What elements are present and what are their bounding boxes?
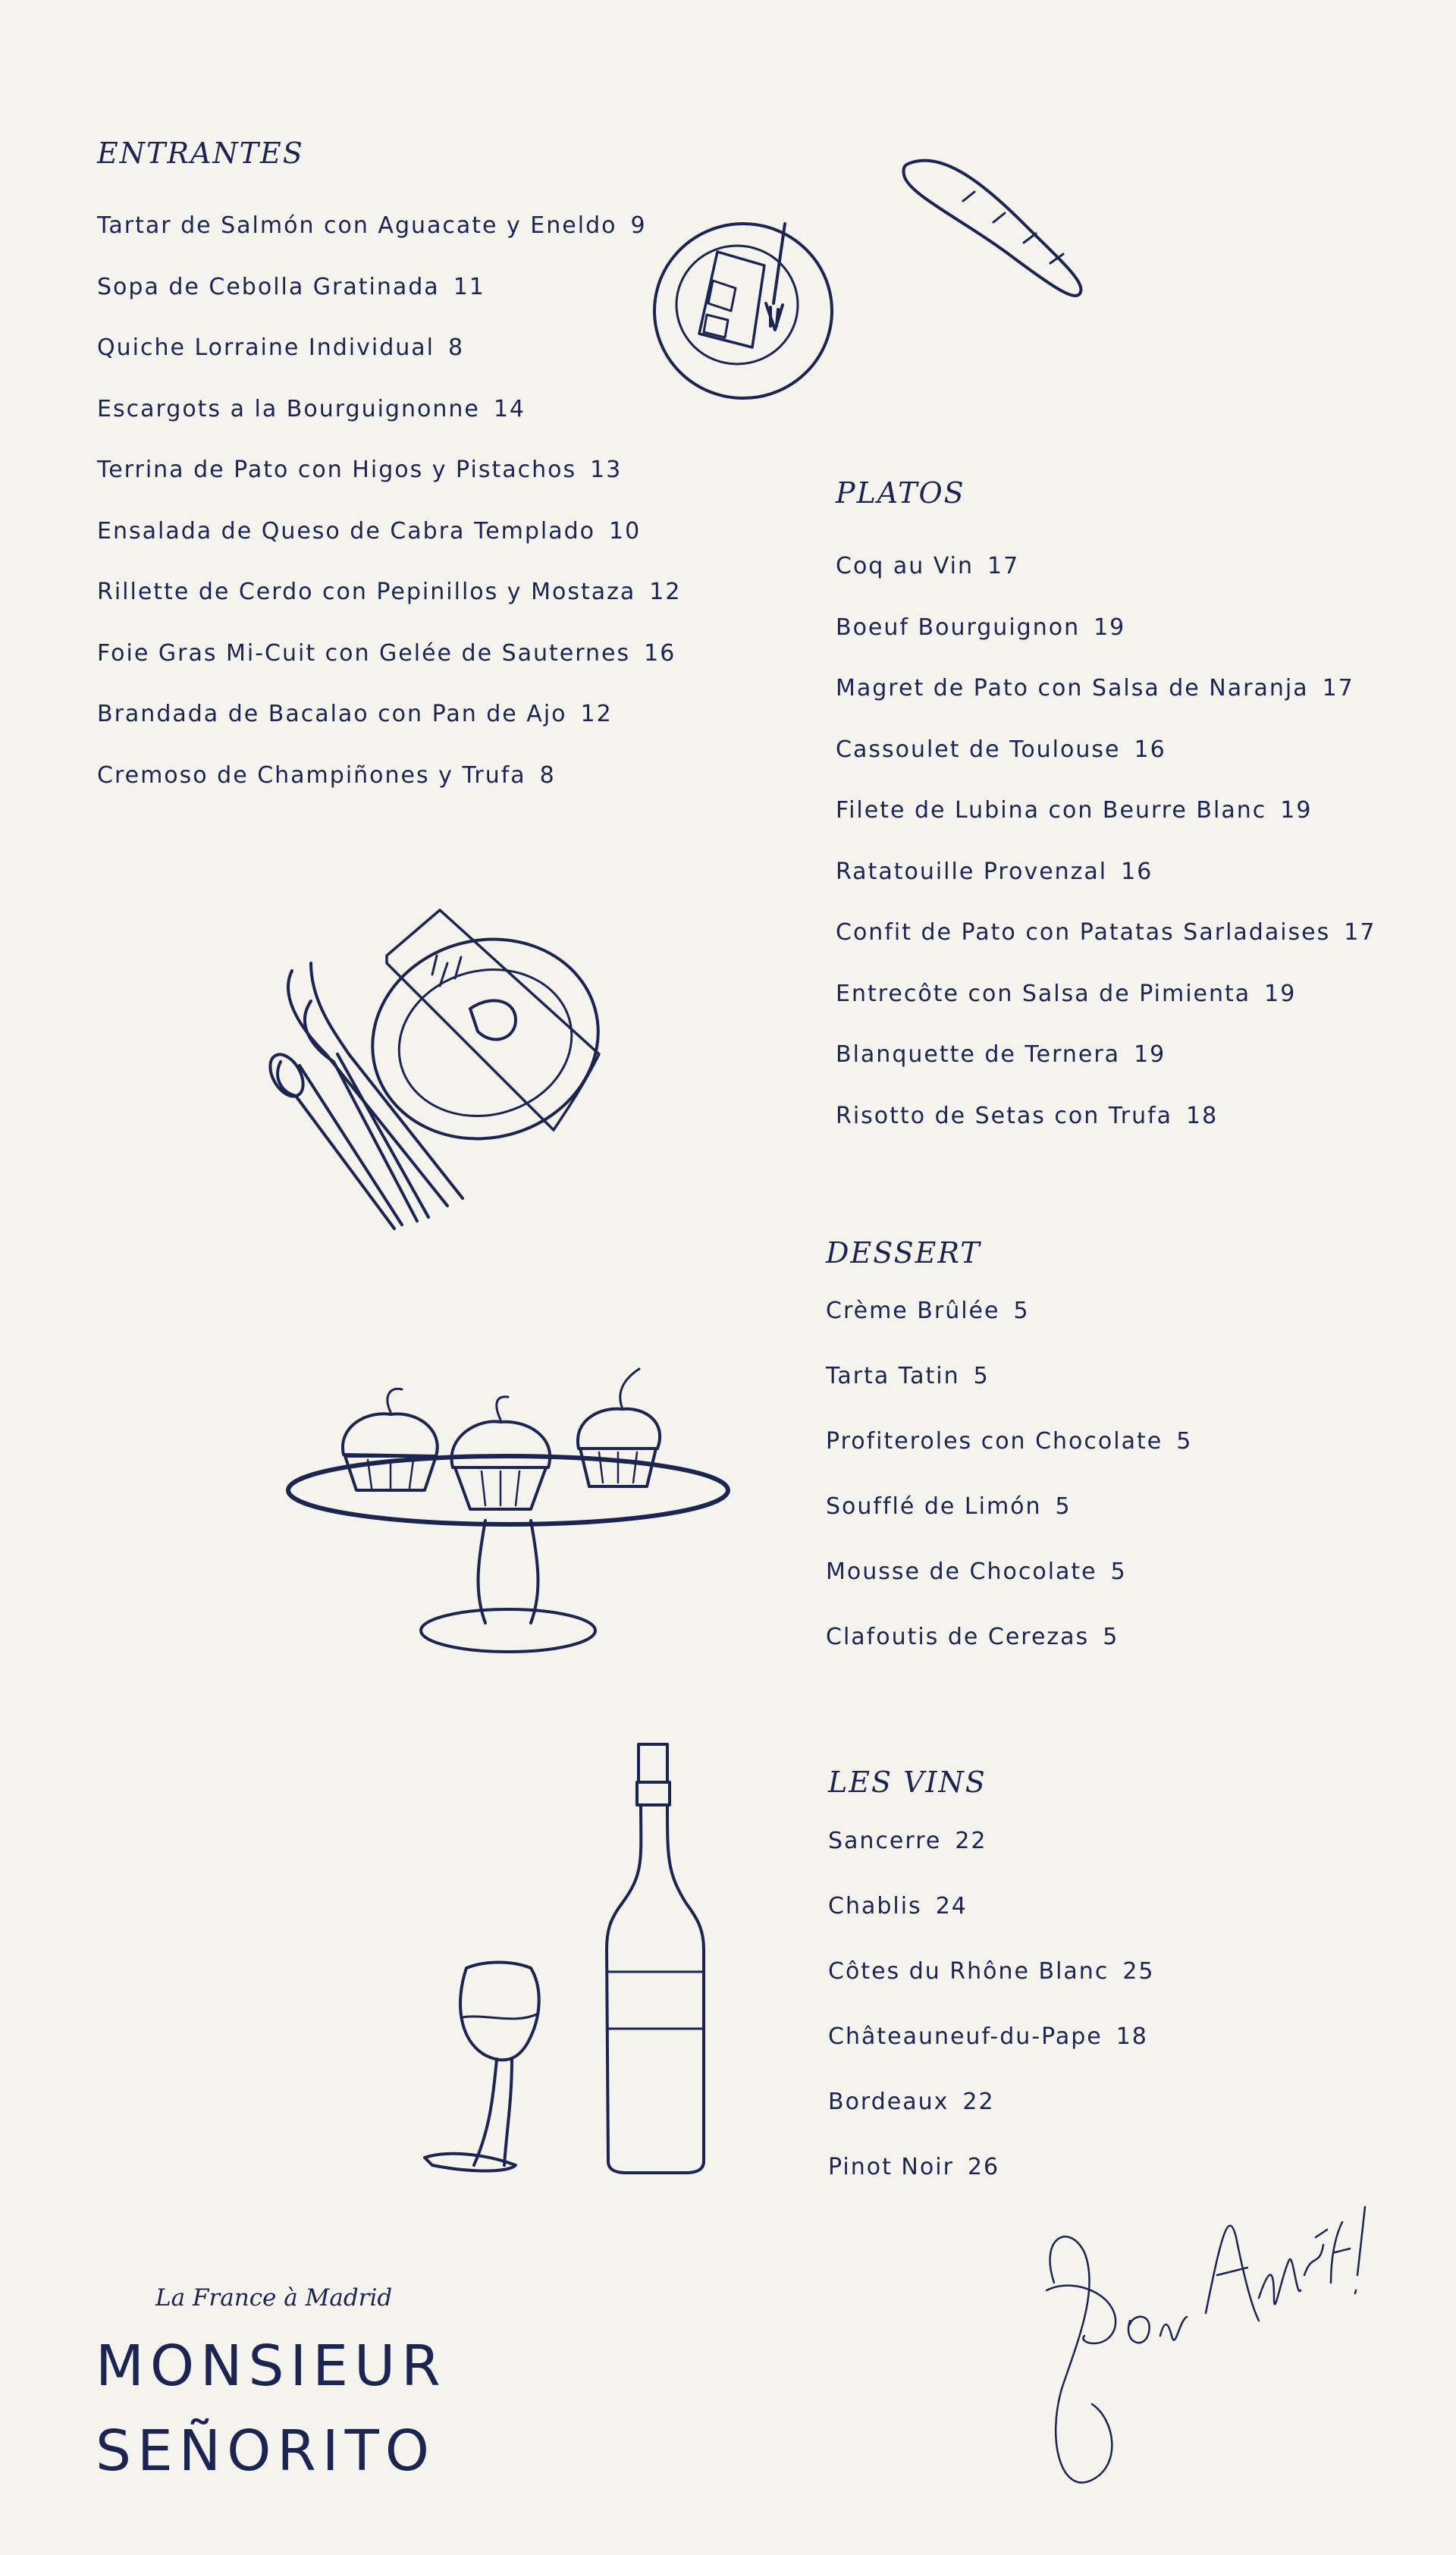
dish-price: 14: [493, 395, 526, 422]
dish-name: Risotto de Setas con Trufa: [836, 1102, 1173, 1129]
dish-price: 17: [1344, 919, 1376, 946]
plate-with-napkin-and-cutlery-icon: [265, 902, 629, 1236]
entrantes-item: [97, 518, 681, 579]
dish-name: Sancerre: [828, 1828, 942, 1854]
dessert-item: [826, 1428, 1192, 1493]
platos-item: [836, 797, 1376, 858]
entrantes-item: [97, 762, 681, 824]
dish-name: Rillette de Cerdo con Pepinillos y Mostaza: [97, 579, 636, 605]
dish-name: Mousse de Chocolate: [826, 1558, 1097, 1585]
dish-name: Côtes du Rhône Blanc: [828, 1958, 1109, 1985]
wine-bottle-and-glass-icon: [417, 1737, 713, 2192]
platos-title: PLATOS: [836, 476, 965, 510]
dish-price: 12: [649, 579, 682, 605]
entrantes-item: [97, 701, 681, 762]
dish-price: 24: [935, 1893, 968, 1919]
entrantes-item: [97, 334, 681, 396]
dessert-list: [826, 1298, 1192, 1689]
dessert-item: [826, 1363, 1192, 1428]
dish-price: 16: [1121, 858, 1153, 885]
dish-price: 5: [1103, 1624, 1119, 1650]
dish-price: 19: [1264, 980, 1297, 1007]
dish-price: 19: [1280, 797, 1313, 824]
dish-name: Terrina de Pato con Higos y Pistachos: [97, 457, 577, 483]
dish-price: 17: [1322, 675, 1354, 702]
dessert-item: [826, 1624, 1192, 1689]
brand-tagline: La France à Madrid: [155, 2284, 393, 2312]
dish-name: Tarta Tatin: [826, 1363, 960, 1389]
platos-item: [836, 1103, 1376, 1164]
dish-price: 25: [1122, 1958, 1155, 1985]
entrantes-item: [97, 212, 681, 274]
dish-price: 16: [644, 639, 676, 667]
dish-name: Ratatouille Provenzal: [836, 858, 1108, 885]
vins-title: LES VINS: [828, 1766, 987, 1799]
dish-price: 10: [609, 517, 642, 545]
entrantes-item: [97, 274, 681, 335]
entrantes-title: ENTRANTES: [97, 137, 304, 170]
platos-item: [836, 981, 1376, 1042]
dessert-title: DESSERT: [826, 1236, 981, 1270]
dish-name: Quiche Lorraine Individual: [97, 334, 435, 361]
dish-name: Bordeaux: [828, 2089, 949, 2115]
dish-name: Châteauneuf-du-Pape: [828, 2023, 1103, 2050]
vins-item: [828, 1893, 1155, 1958]
brand-name-line1: MONSIEUR: [96, 2334, 447, 2399]
dish-name: Filete de Lubina con Beurre Blanc: [836, 797, 1267, 824]
platos-item: [836, 614, 1376, 676]
platos-item: [836, 675, 1376, 736]
dish-price: 17: [987, 553, 1020, 579]
dish-price: 19: [1094, 614, 1126, 641]
platos-list: [836, 553, 1376, 1163]
dish-price: 11: [453, 273, 485, 300]
dish-name: Confit de Pato con Patatas Sarladaises: [836, 919, 1331, 946]
dish-name: Chablis: [828, 1893, 922, 1919]
dish-name: Magret de Pato con Salsa de Naranja: [836, 675, 1309, 702]
dish-name: Clafoutis de Cerezas: [826, 1624, 1090, 1650]
dish-price: 18: [1186, 1102, 1219, 1129]
platos-item: [836, 736, 1376, 798]
platos-item: [836, 858, 1376, 920]
dessert-item: [826, 1298, 1192, 1363]
vins-list: [828, 1828, 1155, 2219]
dish-price: 19: [1134, 1041, 1166, 1068]
brand-name-line2: SEÑORITO: [96, 2418, 436, 2484]
entrantes-item: [97, 396, 681, 457]
dish-name: Tartar de Salmón con Aguacate y Eneldo: [97, 212, 617, 239]
dish-price: 5: [973, 1363, 990, 1389]
vins-item: [828, 2089, 1155, 2154]
plate-with-fork-icon: [652, 212, 834, 410]
dish-name: Sopa de Cebolla Gratinada: [97, 273, 440, 300]
vins-item: [828, 1958, 1155, 2023]
dish-name: Escargots a la Bourguignonne: [97, 395, 480, 422]
dish-price: 5: [1110, 1558, 1127, 1585]
dish-name: Soufflé de Limón: [826, 1493, 1042, 1520]
dish-price: 22: [962, 2089, 995, 2115]
entrantes-item: [97, 640, 681, 702]
baguette-icon: [895, 148, 1100, 307]
cupcake-stand-icon: [284, 1365, 732, 1661]
dish-price: 18: [1116, 2023, 1148, 2050]
dish-name: Cassoulet de Toulouse: [836, 736, 1121, 763]
dish-price: 5: [1055, 1493, 1072, 1520]
dish-price: 8: [539, 761, 556, 789]
platos-item: [836, 553, 1376, 614]
dish-name: Profiteroles con Chocolate: [826, 1428, 1163, 1455]
signature-bon-appetit: [1031, 2192, 1380, 2510]
vins-item: [828, 1828, 1155, 1893]
entrantes-item: [97, 457, 681, 518]
dish-price: 12: [580, 701, 613, 727]
dish-price: 26: [967, 2154, 1000, 2180]
dish-name: Coq au Vin: [836, 553, 974, 579]
entrantes-item: [97, 579, 681, 640]
dish-price: 5: [1013, 1298, 1030, 1324]
dish-price: 8: [447, 334, 465, 361]
dish-price: 13: [590, 457, 623, 483]
dish-name: Foie Gras Mi-Cuit con Gelée de Sauternes: [97, 639, 631, 667]
dessert-item: [826, 1493, 1192, 1558]
dish-name: Boeuf Bourguignon: [836, 614, 1081, 641]
vins-item: [828, 2023, 1155, 2089]
dish-name: Brandada de Bacalao con Pan de Ajo: [97, 701, 567, 727]
platos-item: [836, 1041, 1376, 1103]
dish-price: 22: [955, 1828, 987, 1854]
dish-name: Blanquette de Ternera: [836, 1041, 1121, 1068]
dessert-item: [826, 1558, 1192, 1624]
dish-name: Pinot Noir: [828, 2154, 954, 2180]
dish-price: 9: [630, 212, 647, 239]
dish-name: Cremoso de Champiñones y Trufa: [97, 761, 526, 789]
dish-price: 16: [1134, 736, 1166, 763]
dish-name: Ensalada de Queso de Cabra Templado: [97, 517, 596, 545]
dish-price: 5: [1176, 1428, 1193, 1455]
dish-name: Entrecôte con Salsa de Pimienta: [836, 980, 1251, 1007]
platos-item: [836, 919, 1376, 981]
dish-name: Crème Brûlée: [826, 1298, 1000, 1324]
entrantes-list: [97, 212, 681, 823]
